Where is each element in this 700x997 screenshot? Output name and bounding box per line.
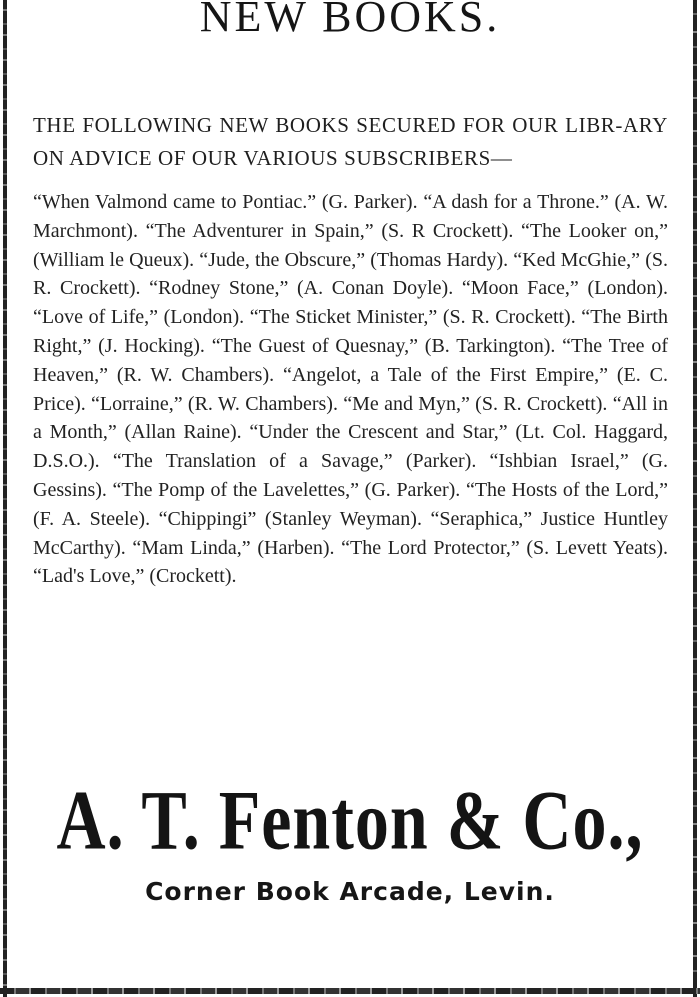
bottom-border-rule <box>0 988 700 994</box>
firm-name: A. T. Fenton & Co., <box>56 772 644 867</box>
advert-intro: THE FOLLOWING NEW BOOKS SECURED FOR OUR LIBR-ARY ON ADVICE OF OUR VARIOUS SUBSCRIBERS— <box>33 113 668 170</box>
book-list-paragraph: “When Valmond came to Pontiac.” (G. Parker). “A dash for a Throne.” (A. W. Marchmont). “The Adventurer in Spain,” (S. R Crockett). “The Looker on,” (William le Queux). “Jude, the Obscure,” (Thomas Hardy). “Ked McGhie,” (S. R. Crockett). “Rodney Stone,” (A. Conan Doyle). “Moon Face,” (London). “Love of Life,” (London). “The Sticket Minister,” (S. R. Crockett). “The Birth Right,” (J. Hocking). “The Guest of Quesnay,” (B. Tarkington). “The Tree of Heaven,” (R. W. Chambers). “Angelot, a Tale of the First Empire,” (E. C. Price). “Lorraine,” (R. W. Chambers). “Me and Myn,” (S. R. Crockett). “All in a Month,” (Allan Raine). “Under the Crescent and Star,” (Lt. Col. Haggard, D.S.O.). “The Translation of a Savage,” (Parker). “Ishbian Israel,” (G. Gessins). “The Pomp of the Lavelettes,” (G. Parker). “The Hosts of the Lord,” (F. A. Steele). “Chippingi” (Stanley Weyman). “Seraphica,” Justice Huntley McCarthy). “Mam Linda,” (Harben). “The Lord Protector,” (S. Levett Yeats). “Lad's Love,” (Crockett). <box>33 191 668 588</box>
firm-address: Corner Book Arcade, Levin. <box>145 877 555 906</box>
advert-heading: NEW BOOKS. <box>199 0 501 41</box>
